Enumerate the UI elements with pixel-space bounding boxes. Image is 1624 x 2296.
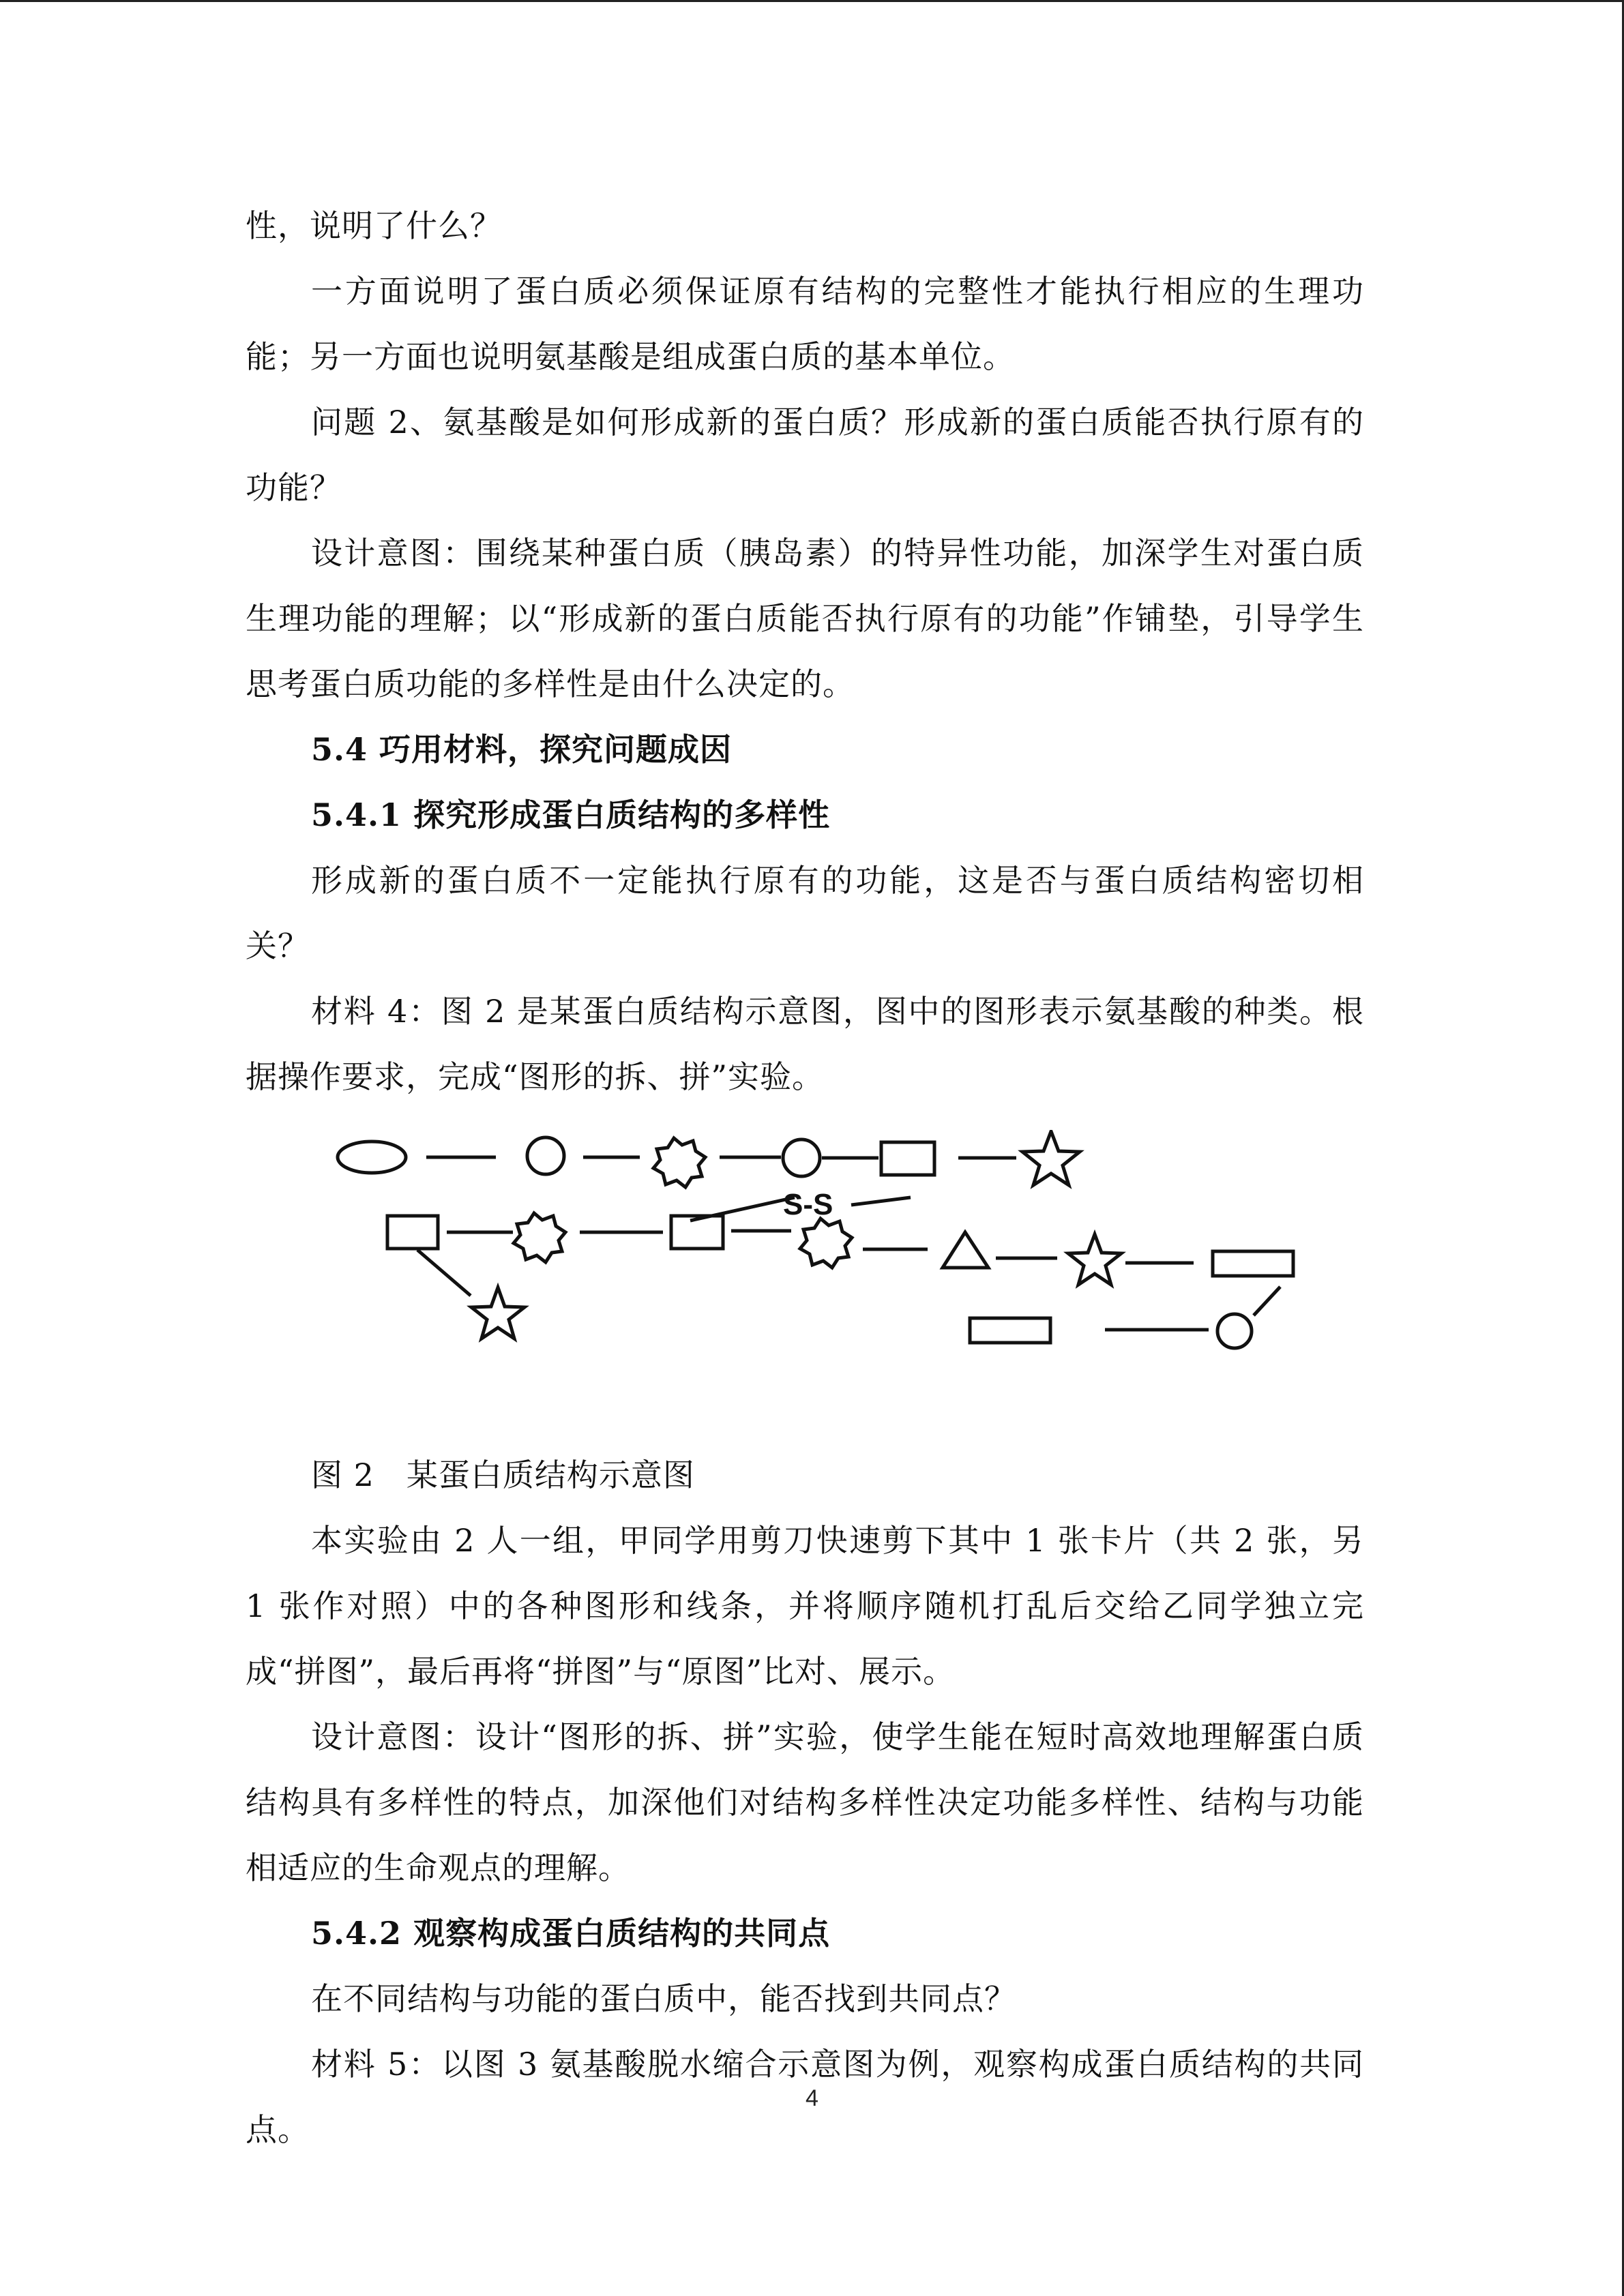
disulfide-bridge-line bbox=[851, 1197, 911, 1205]
paragraph-intro-5-4-1: 形成新的蛋白质不一定能执行原有的功能，这是否与蛋白质结构密切相关？ bbox=[246, 862, 1364, 964]
page-number: 4 bbox=[806, 2085, 818, 2111]
amino-acid-circle bbox=[527, 1137, 564, 1174]
paragraph-question-2: 问题 2、氨基酸是如何形成新的蛋白质？形成新的蛋白质能否执行原有的功能？ bbox=[246, 404, 1364, 506]
paragraph-design-intent-1: 设计意图：围绕某种蛋白质（胰岛素）的特异性功能，加深学生对蛋白质生理功能的理解；以“形成新的蛋白质能否执行原有的功能”作铺垫，引导学生思考蛋白质功能的多样性是由什么决定的。 bbox=[246, 535, 1364, 702]
protein-structure-diagram bbox=[246, 1130, 1364, 1430]
paragraph-continuation: 性，说明了什么？ bbox=[246, 207, 502, 244]
amino-acid-star-5 bbox=[1068, 1234, 1121, 1285]
amino-acid-rectangle bbox=[881, 1142, 934, 1175]
amino-acid-star-7 bbox=[800, 1219, 852, 1268]
peptide-bond-line bbox=[1254, 1287, 1280, 1315]
amino-acid-star-5 bbox=[1022, 1131, 1080, 1185]
amino-acid-circle bbox=[783, 1139, 820, 1176]
amino-acid-triangle bbox=[943, 1232, 988, 1268]
subsection-heading-5-4-2: 5.4.2 观察构成蛋白质结构的共同点 bbox=[311, 1915, 831, 1952]
protein-structure-figure bbox=[246, 1130, 1364, 1430]
amino-acid-star-7 bbox=[653, 1138, 705, 1187]
paragraph-answer-1: 一方面说明了蛋白质必须保证原有结构的完整性才能执行相应的生理功能；另一方面也说明氨基酸是组成蛋白质的基本单位。 bbox=[246, 273, 1364, 375]
peptide-bond-line bbox=[417, 1250, 471, 1296]
paragraph-design-intent-2: 设计意图：设计“图形的拆、拼”实验，使学生能在短时高效地理解蛋白质结构具有多样性的特点，加深他们对结构多样性决定功能多样性、结构与功能相适应的生命观点的理解。 bbox=[246, 1718, 1364, 1886]
figure-caption: 图 2 某蛋白质结构示意图 bbox=[311, 1457, 695, 1493]
amino-acid-rectangle bbox=[1213, 1251, 1293, 1276]
paragraph-material-5: 材料 5：以图 3 氨基酸脱水缩合示意图为例，观察构成蛋白质结构的共同点。 bbox=[246, 2046, 1364, 2148]
paragraph-question-common: 在不同结构与功能的蛋白质中，能否找到共同点？ bbox=[311, 1980, 1016, 2017]
paragraph-experiment: 本实验由 2 人一组，甲同学用剪刀快速剪下其中 1 张卡片（共 2 张，另 1 张作对照）中的各种图形和线条，并将顺序随机打乱后交给乙同学独立完成“拼图”，最后再将“拼图”与“原图”比对、展示。 bbox=[246, 1522, 1364, 1690]
page-content bbox=[246, 193, 1364, 2162]
amino-acid-rectangle bbox=[387, 1216, 438, 1249]
amino-acid-star-7 bbox=[514, 1213, 565, 1262]
amino-acid-circle bbox=[1217, 1314, 1252, 1348]
subsection-heading-5-4-1: 5.4.1 探究形成蛋白质结构的多样性 bbox=[311, 796, 831, 833]
paragraph-material-4: 材料 4：图 2 是某蛋白质结构示意图，图中的图形表示氨基酸的种类。根据操作要求，完成“图形的拆、拼”实验。 bbox=[246, 993, 1364, 1095]
amino-acid-star-5 bbox=[471, 1287, 525, 1339]
disulfide-bond-label: S-S bbox=[783, 1188, 833, 1221]
section-heading-5-4: 5.4 巧用材料，探究问题成因 bbox=[311, 731, 733, 768]
amino-acid-ellipse bbox=[338, 1142, 406, 1173]
amino-acid-rectangle bbox=[970, 1318, 1050, 1343]
